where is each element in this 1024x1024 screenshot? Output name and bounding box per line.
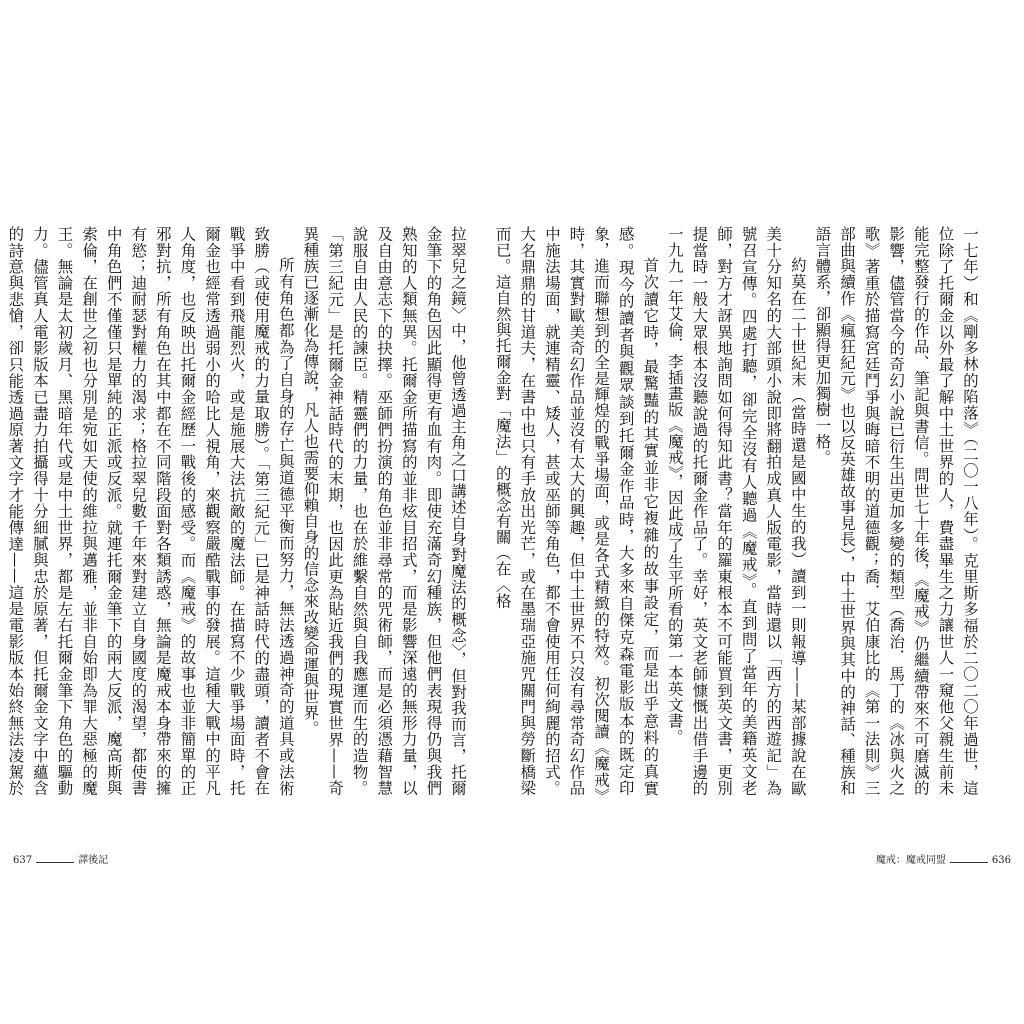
page-number: 636 xyxy=(991,855,1011,866)
paragraph: 所有角色都為了自身的存亡與道德平衡而努力，無法透過神奇的道具或法術致勝（或使用魔戒的力量取勝）。「第三紀元」已是神話時代的盡頭，讀者不會在戰爭中看到飛龍烈火，或是施展大法抗敵的魔法師。在描寫不少戰爭場面時，托爾金也經常透過弱小的哈比人視角，來觀察嚴酷戰事的發展。這種大戰中的平凡人角度，也反映出托爾金經歷一戰後的感受。而《魔戒》的故事也並非簡單的正邪對抗，所有角色在其中都在不同階段面對各類誘惑，無論是魔戒本身帶來的擁有慾；迪耐瑟對權力的渴求；格拉翠兒數千年來對建立自身國度的渴望，都使書中角色們不僅僅只是單純的正派或反派。就連托爾金筆下的兩大反派，魔高斯與索倫，在創世之初也分別是宛如天使的維拉與邁雅，並非自始即為罪大惡極的魔王。無論是太初歲月、黑暗年代或是中土世界，都是左右托爾金筆下角色的驅動力。儘管真人電影版本已盡力拍攝得十分細膩與忠於原著，但托爾金文字中蘊含的詩意與悲愴，卻只能透過原著文字才能傳達——這是電影版本始終無法凌駕於 xyxy=(6,226,295,796)
paragraph: 首次讀它時，最驚豔的其實並非它複雜的故事設定，而是出乎意料的真實感。現今的讀者與觀眾談到托爾金作品時，大多來自傑克森電影版本的既定印象，進而聯想到的全是輝煌的戰爭場面，或是各式精緻的特效。初次閱讀《魔戒》時，其實對歐美奇幻作品並沒有太大的興趣，但中土世界不只沒有尋常奇幻作品中施法場面，就連精靈、矮人，甚或巫師等角色，都不會使用任何絢麗的招式。大名鼎鼎的甘道夫，在書中也只有手放出光芒，或在墨瑞亞施咒關門與勞斷橋梁而已。這自然與托爾金對「魔法」的概念有關（在〈格 xyxy=(493,226,660,796)
running-head: 譯後記 xyxy=(78,855,109,866)
footer-rule xyxy=(36,861,74,863)
left-page-footer xyxy=(13,851,108,866)
footer-rule xyxy=(950,861,988,863)
running-head: 魔戒：魔戒同盟 xyxy=(875,855,946,866)
paragraph: 約莫在二十世紀末（當時還是國中生的我）讀到一則報導——某部據說在歐美十分知名的大部頭小說即將翻拍成真人版電影，當時還以「西方的西遊記」為號召宣傳。四處打聽，卻完全沒有人聽過《魔戒》。直到問了當年的美籍英文老師，對方才訝異地詢問如何得知此書？當年的羅東根本不可能買到英文書，更別提當時一般大眾根本沒聽說過的托爾金作品了。幸好，英文老師慷慨出借手邊的一九九一年艾倫．李插畫版《魔戒》，因此成了生平所看的第一本英文書。 xyxy=(665,226,807,796)
page-number: 637 xyxy=(13,855,33,866)
right-page xyxy=(493,0,1024,1024)
right-page-footer xyxy=(876,851,1011,866)
paragraph: 一七年）和《剛多林的陷落》（二〇一八年）。克里斯多福於二〇二〇年過世，這位除了托爾金以外最了解中土世界的人，費盡畢生之力讓世人一窺他父親生前未能完整發行的作品、筆記與書信。問世七十年後，《魔戒》仍繼續帶來不可磨滅的影響，儘管當今的奇幻小說已衍生出更加多變的類型（喬治．馬丁的《冰與火之歌》著重於描寫宮廷鬥爭與晦暗不明的道德觀；喬．艾伯康比的《第一法則》三部曲與續作《瘋狂紀元》也以反英雄故事見長），中土世界與其中的神話、種族和語言體系，卻顯得更加獨樹一格。 xyxy=(813,226,979,796)
left-page-body xyxy=(6,226,470,796)
paragraph: 拉翠兒之鏡〉中，他曾透過主角之口講述自身對魔法的概念〉，但對我而言，托爾金筆下的角色因此顯得更有血有肉。即使充滿奇幻種族，但他們表現得仍與我們熟知的人類無異。托爾金所描寫的並非炫目招式，而是影響深遠的無形力量，以及自由意志下的抉擇。巫師們扮演的角色並非尋常的咒術師，而是必須憑藉智慧說服自由人民的諫臣。精靈們的力量，也在於維繫自然與自我應運而生的造物。「第三紀元」是托爾金神話時代的末期，也因此更為貼近我們的現實世界——奇異種族已逐漸化為傳說，凡人也需要仰賴自身的信念來改變命運與世界。 xyxy=(301,226,467,796)
right-page-body xyxy=(493,226,982,796)
